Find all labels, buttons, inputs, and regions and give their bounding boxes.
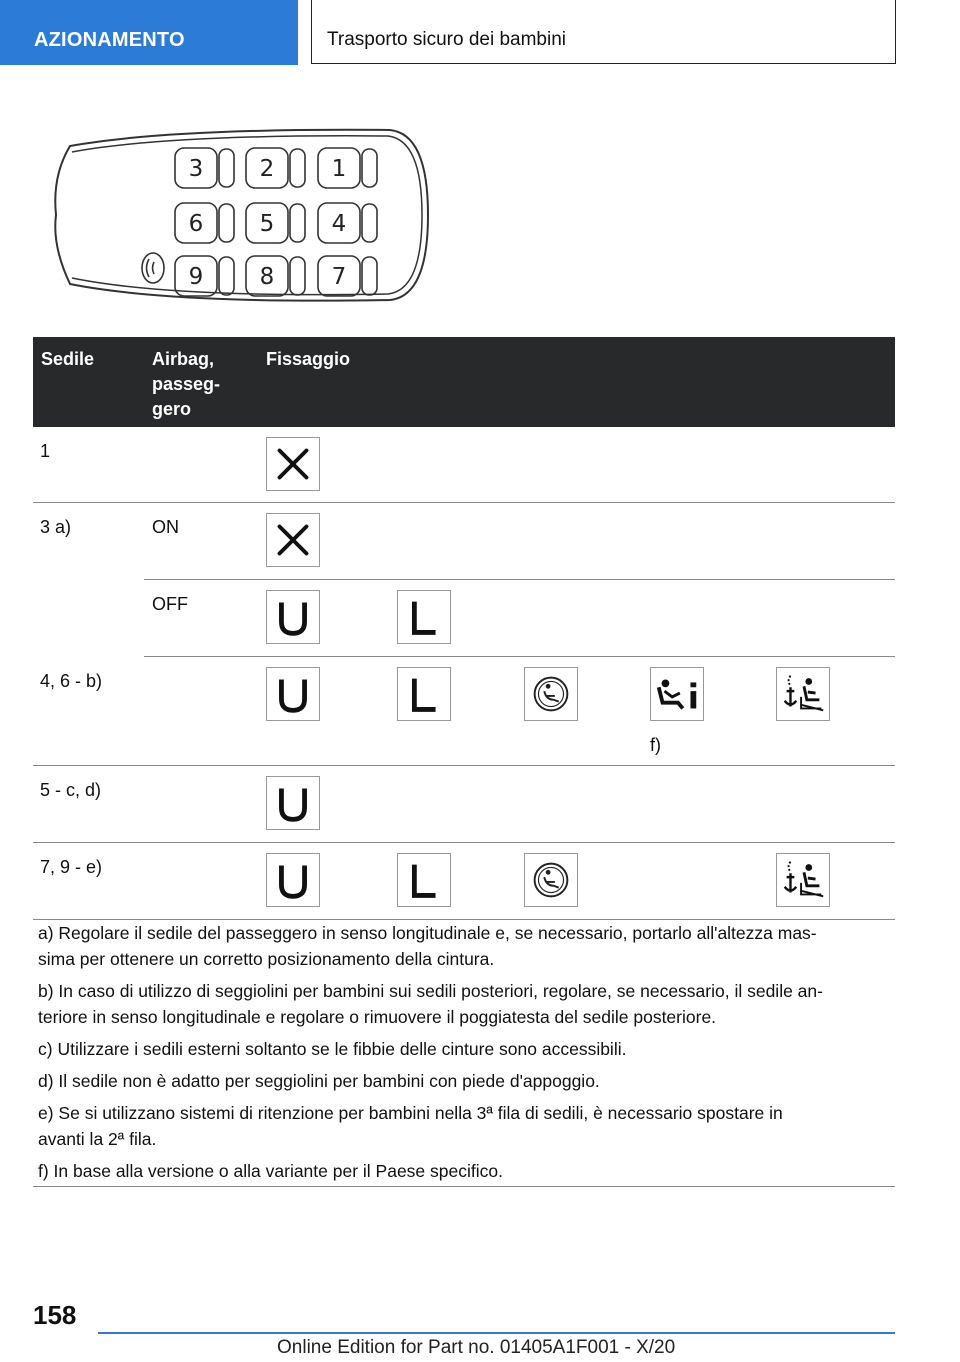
- footnote-c: c) Utilizzare i sedili esterni soltanto se le fibbie delle cinture sono accessibili.: [38, 1039, 627, 1059]
- seat-5: [246, 203, 305, 243]
- chapter-title-box: [311, 0, 896, 64]
- vehicle-seat-diagram: [50, 126, 430, 304]
- chapter-title: Trasporto sicuro dei bambini: [327, 29, 567, 50]
- fixing-note: f): [650, 735, 661, 755]
- seat-number-8: 8: [259, 264, 275, 290]
- section-label: AZIONAMENTO: [34, 29, 185, 51]
- universal-u-icon: [266, 776, 320, 830]
- universal-u-icon: [266, 590, 320, 644]
- steering-wheel-icon: [142, 253, 164, 283]
- footnote-e: e) Se si utilizzano sistemi di ritenzione per bambini nella 3ª fila di sedili, è necessario spostare in avanti la 2ª fila.: [38, 1103, 783, 1149]
- isofix-i-icon: [650, 667, 704, 721]
- section-tab: [0, 0, 298, 65]
- footnote-a: a) Regolare il sedile del passeggero in senso longitudinale e, se necessario, portarlo all'altezza mas- sima per ottenere un corretto posizionamento della cintura.: [38, 923, 817, 969]
- seat-cell: 3 a): [40, 517, 72, 537]
- footnotes-divider: [33, 1186, 895, 1187]
- seat-3: [175, 148, 234, 188]
- header-seat: Sedile: [41, 349, 95, 369]
- footnote-b: b) In caso di utilizzo di seggiolini per bambini sui sedili posteriori, regolare, se necessario, il sedile an- teriore in senso longitudinale e regolare o rimuovere il poggiatesta del sedile posteriore.: [38, 981, 823, 1027]
- seat-7: [318, 256, 377, 296]
- universal-u-icon: [266, 853, 320, 907]
- page-number: 158: [33, 1300, 77, 1330]
- cross-icon: [266, 437, 320, 491]
- seat-number-6: 6: [188, 211, 204, 237]
- seat-1: [318, 148, 377, 188]
- isofix-anchor-icon: [776, 853, 830, 907]
- seat-2: [246, 148, 305, 188]
- table-row: [144, 579, 895, 657]
- table-row: [33, 843, 895, 920]
- table-row: [33, 766, 895, 843]
- isize-seat-icon: [524, 667, 578, 721]
- seat-8: [246, 256, 305, 296]
- seat-cell: 4, 6 - b): [40, 671, 103, 691]
- seat-4: [318, 203, 377, 243]
- seat-cell: 7, 9 - e): [40, 857, 103, 877]
- table-row: [33, 503, 895, 579]
- isofix-anchor-icon: [776, 667, 830, 721]
- footnote-d: d) Il sedile non è adatto per seggiolini per bambini con piede d'appoggio.: [38, 1071, 600, 1091]
- seat-number-9: 9: [188, 264, 204, 290]
- semi-universal-l-icon: [397, 853, 451, 907]
- footer-rule: [98, 1332, 895, 1334]
- seat-number-3: 3: [188, 156, 204, 182]
- seat-6: [175, 203, 234, 243]
- seat-number-2: 2: [259, 156, 275, 182]
- semi-universal-l-icon: [397, 667, 451, 721]
- seat-number-5: 5: [259, 211, 275, 237]
- airbag-cell: OFF: [152, 594, 188, 614]
- footnotes: [38, 920, 888, 1190]
- seat-number-1: 1: [331, 156, 347, 182]
- header-fixing: Fissaggio: [266, 349, 351, 369]
- table-header: [33, 337, 895, 427]
- table-row: [33, 427, 895, 503]
- semi-universal-l-icon: [397, 590, 451, 644]
- airbag-cell: ON: [152, 517, 179, 537]
- edition-text: Online Edition for Part no. 01405A1F001 - X/20: [277, 1337, 676, 1358]
- seat-number-4: 4: [331, 211, 347, 237]
- seat-cell: 5 - c, d): [40, 780, 102, 800]
- seat-9: [175, 256, 234, 296]
- child-seat-table: [33, 337, 895, 920]
- cross-icon: [266, 513, 320, 567]
- vehicle-outline: [55, 130, 428, 301]
- seat-cell: 1: [40, 441, 51, 461]
- table-row: [33, 657, 895, 766]
- seat-number-7: 7: [331, 264, 347, 290]
- isize-seat-icon: [524, 853, 578, 907]
- header-airbag: Airbag, passeg- gero: [152, 349, 221, 419]
- footnote-f: f) In base alla versione o alla variante per il Paese specifico.: [38, 1161, 503, 1181]
- universal-u-icon: [266, 667, 320, 721]
